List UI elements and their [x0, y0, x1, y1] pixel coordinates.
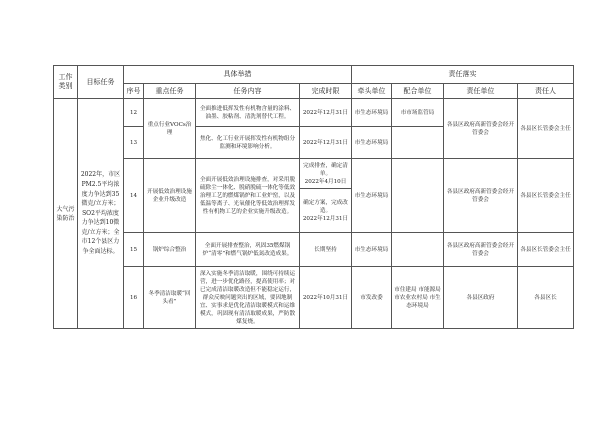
table-row-14a	[54, 159, 574, 189]
person-12: 各县区长管委会主任	[518, 99, 574, 159]
content-16: 深入实施冬季清洁取暖，围绕可持续运营，进一步优化路径，提高使用率；对已完成清洁取暖改造但不能稳定运行，群众反映问题突出的区域，要因地制宜、实事求是优化清洁取暖模式和运维模式，巩固现有清洁取暖成果，严防散煤复烧。	[196, 267, 300, 329]
target-cell: 2022年，市区PM2.5平均浓度力争达到35微克/立方米；SO2平均浓度力争达到10微克/立方米；全市12个县区力争全面达标。	[78, 99, 124, 329]
key-task-14: 开展低效治理设施企业升级改造	[144, 159, 196, 233]
header-key-task: 重点任务	[144, 84, 196, 99]
unit-15: 各县区政府高新管委会经开管委会	[444, 233, 518, 267]
header-lead-unit: 牵头单位	[352, 84, 392, 99]
coop-16: 市住建局 市能源局 市农业农村局 市生态环境局	[392, 267, 444, 329]
person-15: 各县区长管委会主任	[518, 233, 574, 267]
header-resp-person: 责任人	[518, 84, 574, 99]
header-responsibility: 责任落实	[352, 66, 574, 84]
header-measures: 具体举措	[124, 66, 352, 84]
unit-14: 各县区政府高新管委会经开管委会	[444, 159, 518, 233]
deadline-15: 长期坚持	[300, 233, 352, 267]
deadline-14b-note: 确定方案，完成改造。	[303, 199, 348, 214]
header-coop-unit: 配合单位	[392, 84, 444, 99]
header-row-2	[54, 84, 574, 99]
deadline-12: 2022年12月31日	[300, 99, 352, 127]
content-15: 全面开展排查整治，巩固35燃煤锅炉“清零”和燃气锅炉低氮改造成果。	[196, 233, 300, 267]
lead-13: 市生态环境局	[352, 127, 392, 159]
header-resp-unit: 责任单位	[444, 84, 518, 99]
key-task-15: 锅炉综合整治	[144, 233, 196, 267]
header-task-content: 任务内容	[196, 84, 300, 99]
content-12: 全面推进低挥发性有机物含量的涂料、油墨、胶粘剂、清洗剂替代工程。	[196, 99, 300, 127]
deadline-14a-note: 完成排查，确定清单。	[303, 162, 348, 177]
task-table	[53, 65, 574, 329]
header-row-1	[54, 66, 574, 84]
coop-14	[392, 159, 444, 233]
person-16: 各县区长	[518, 267, 574, 329]
deadline-14a	[300, 159, 352, 189]
deadline-14a-date: 2022年4月10日	[304, 178, 347, 185]
deadline-16: 2022年10月31日	[300, 267, 352, 329]
deadline-14b-date: 2022年12月31日	[302, 215, 349, 222]
unit-12: 各县区政府高新管委会经开管委会	[444, 99, 518, 159]
header-seq: 序号	[124, 84, 144, 99]
lead-16: 市发改委	[352, 267, 392, 329]
lead-14: 市生态环境局	[352, 159, 392, 233]
coop-15	[392, 233, 444, 267]
person-14: 各县区长管委会主任	[518, 159, 574, 233]
coop-13	[392, 127, 444, 159]
header-deadline: 完成时限	[300, 84, 352, 99]
lead-12: 市生态环境局	[352, 99, 392, 127]
table-row-12	[54, 99, 574, 127]
table-row-16	[54, 267, 574, 329]
header-target: 目标任务	[78, 66, 124, 99]
key-task-16: 冬季清洁取暖“回头看”	[144, 267, 196, 329]
seq-15: 15	[124, 233, 144, 267]
lead-15: 市生态环境局	[352, 233, 392, 267]
content-14: 全面开展低效治理设施排查，对采用脱硫除尘一体化、脱硝脱硫一体化等低效治理工艺的燃煤锅炉和工业炉窑，以及低温等离子、光氧催化等低效治理挥发性有机物工艺的企业实施升级改造。	[196, 159, 300, 233]
deadline-14b	[300, 189, 352, 233]
category-cell: 大气污染防治	[54, 99, 78, 329]
seq-16: 16	[124, 267, 144, 329]
content-13: 焦化、化工行业开展挥发性有机物组分监测和环境影响分析。	[196, 127, 300, 159]
seq-14: 14	[124, 159, 144, 233]
seq-12: 12	[124, 99, 144, 127]
unit-16: 各县区政府	[444, 267, 518, 329]
coop-12: 市市场监管局	[392, 99, 444, 127]
seq-13: 13	[124, 127, 144, 159]
key-task-vocs: 重点行业VOCs治理	[144, 99, 196, 159]
table-row-15	[54, 233, 574, 267]
header-category: 工作类别	[54, 66, 78, 99]
deadline-13: 2022年12月31日	[300, 127, 352, 159]
